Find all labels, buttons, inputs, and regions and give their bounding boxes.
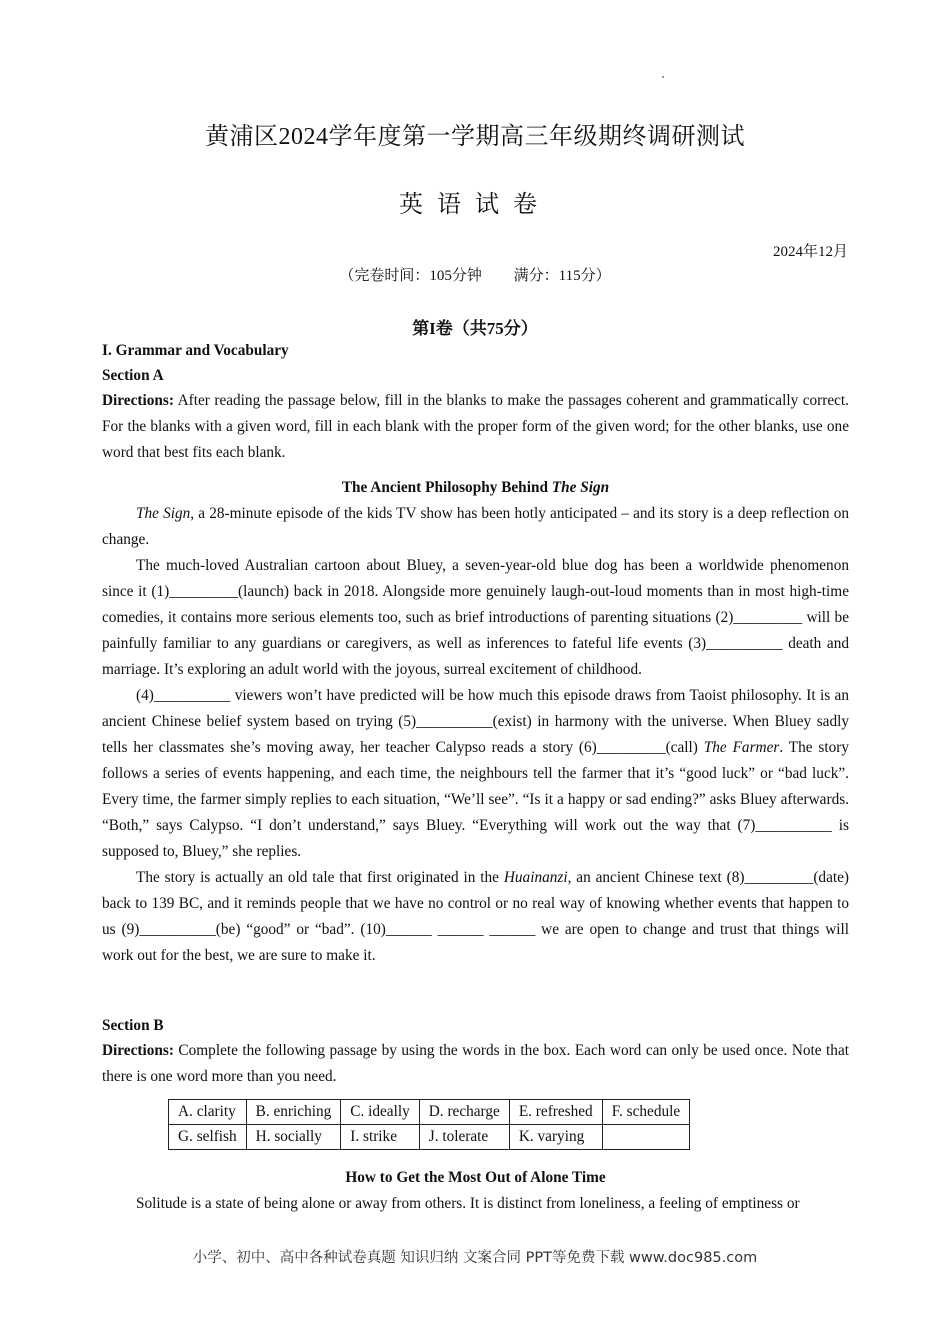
word-option: D. recharge <box>419 1100 509 1125</box>
exam-date: 2024年12月 <box>772 244 848 260</box>
section-a-label: Section A <box>102 367 164 384</box>
exam-title: 黄浦区2024学年度第一学期高三年级期终调研测试 <box>205 124 745 150</box>
footer-watermark: 小学、初中、高中各种试卷真题 知识归纳 文案合同 PPT等免费下载 www.doc985.com <box>192 1250 758 1266</box>
word-box <box>168 1099 690 1150</box>
time-label: （完卷时间：105分钟 <box>339 268 482 284</box>
paragraph-text: , an ancient Chinese text (8)_________(date) back to 139 BC, and it reminds people that we have no control or no real way of knowing whether events that happen to us (9)__________(be) “good” or “bad”. (10)______ ______ ______ we are open to change and trust that things will work out for the best, we are sure to make it. <box>102 869 849 964</box>
paragraph-text: The story is actually an old tale that first originated in the <box>136 869 504 886</box>
passage-b-paragraph-1: Solitude is a state of being alone or away from others. It is distinct from loneliness, a feeling of emptiness or <box>136 1195 800 1212</box>
passage-a-paragraph-4 <box>102 865 849 969</box>
word-option: I. strike <box>341 1125 419 1150</box>
word-option: C. ideally <box>341 1100 419 1125</box>
word-option: G. selfish <box>169 1125 247 1150</box>
directions-text: Complete the following passage by using the words in the box. Each word can only be used once. Note that there is one word more than you need. <box>102 1042 849 1085</box>
part-title: 第I卷（共75分） <box>412 319 538 338</box>
word-option: A. clarity <box>169 1100 247 1125</box>
word-option-empty <box>602 1125 689 1150</box>
section-heading: I. Grammar and Vocabulary <box>102 342 289 359</box>
directions-label: Directions: <box>102 392 174 409</box>
time-score-note <box>0 264 950 285</box>
passage-b-body <box>102 1191 849 1217</box>
word-option: F. schedule <box>602 1100 689 1125</box>
passage-b-title: How to Get the Most Out of Alone Time <box>345 1169 606 1186</box>
text-title-italic: Huainanzi <box>503 869 568 886</box>
paragraph-text: (4)__________ viewers won’t have predicted will be how much this episode draws from Taoist philosophy. It is an ancient Chinese belief system based on trying (5)__________(exist) in harmony with the universe. When Bluey sadly tells her classmates she’s moving away, her teacher Calypso reads a story (6)_________(call) <box>102 687 849 756</box>
directions-text: After reading the passage below, fill in the blanks to make the passages coherent and grammatically correct. For the blanks with a given word, fill in each blank with the proper form of the given word; for the other blanks, use one word that best fits each blank. <box>102 392 849 461</box>
passage-a-paragraph-3 <box>102 683 849 865</box>
passage-a-body <box>102 501 849 969</box>
paragraph-text: , a 28-minute episode of the kids TV show has been hotly anticipated – and its story is a deep reflection on change. <box>102 505 849 548</box>
passage-a-title-text: The Ancient Philosophy Behind <box>341 479 552 496</box>
section-a-directions <box>102 388 849 466</box>
word-option: J. tolerate <box>419 1125 509 1150</box>
show-title-italic: The Sign <box>136 505 191 522</box>
word-option: E. refreshed <box>509 1100 602 1125</box>
word-box-row <box>169 1100 690 1125</box>
section-b-label: Section B <box>102 1017 164 1034</box>
section-b-directions <box>102 1038 849 1090</box>
word-option: K. varying <box>509 1125 602 1150</box>
exam-subtitle: 英语试卷 <box>399 192 551 218</box>
directions-label: Directions: <box>102 1042 174 1059</box>
story-title-italic: The Farmer <box>703 739 780 756</box>
passage-a-title-italic: The Sign <box>551 479 610 496</box>
passage-a-title <box>102 475 849 501</box>
passage-a-paragraph-1 <box>102 501 849 553</box>
word-option: H. socially <box>246 1125 341 1150</box>
stray-mark <box>662 76 664 78</box>
word-box-row <box>169 1125 690 1150</box>
paragraph-text: . The story follows a series of events happening, and each time, the neighbours tell the farmer that it’s “good luck” or “bad luck”. Every time, the farmer simply replies to each situation, “We’ll see”. “Is it a happy or sad ending?” asks Bluey afterwards. “Both,” says Calypso. “I don’t understand,” says Bluey. “Everything will work out the way that (7)__________ is supposed to, Bluey,” she replies. <box>102 739 849 860</box>
passage-a-paragraph-2: The much-loved Australian cartoon about Bluey, a seven-year-old blue dog has been a worldwide phenomenon since it (1)_________(launch) back in 2018. Alongside more genuinely laugh-out-loud moments than in most high-time comedies, it contains more serious elements too, such as brief introductions of parenting situations (2)_________ will be painfully familiar to any guardians or caregivers, as well as inferences to fateful life events (3)__________ death and marriage. It’s exploring an adult world with the joyous, surreal excitement of childhood. <box>102 557 849 678</box>
word-option: B. enriching <box>246 1100 341 1125</box>
score-label: 满分：115分） <box>513 268 611 284</box>
